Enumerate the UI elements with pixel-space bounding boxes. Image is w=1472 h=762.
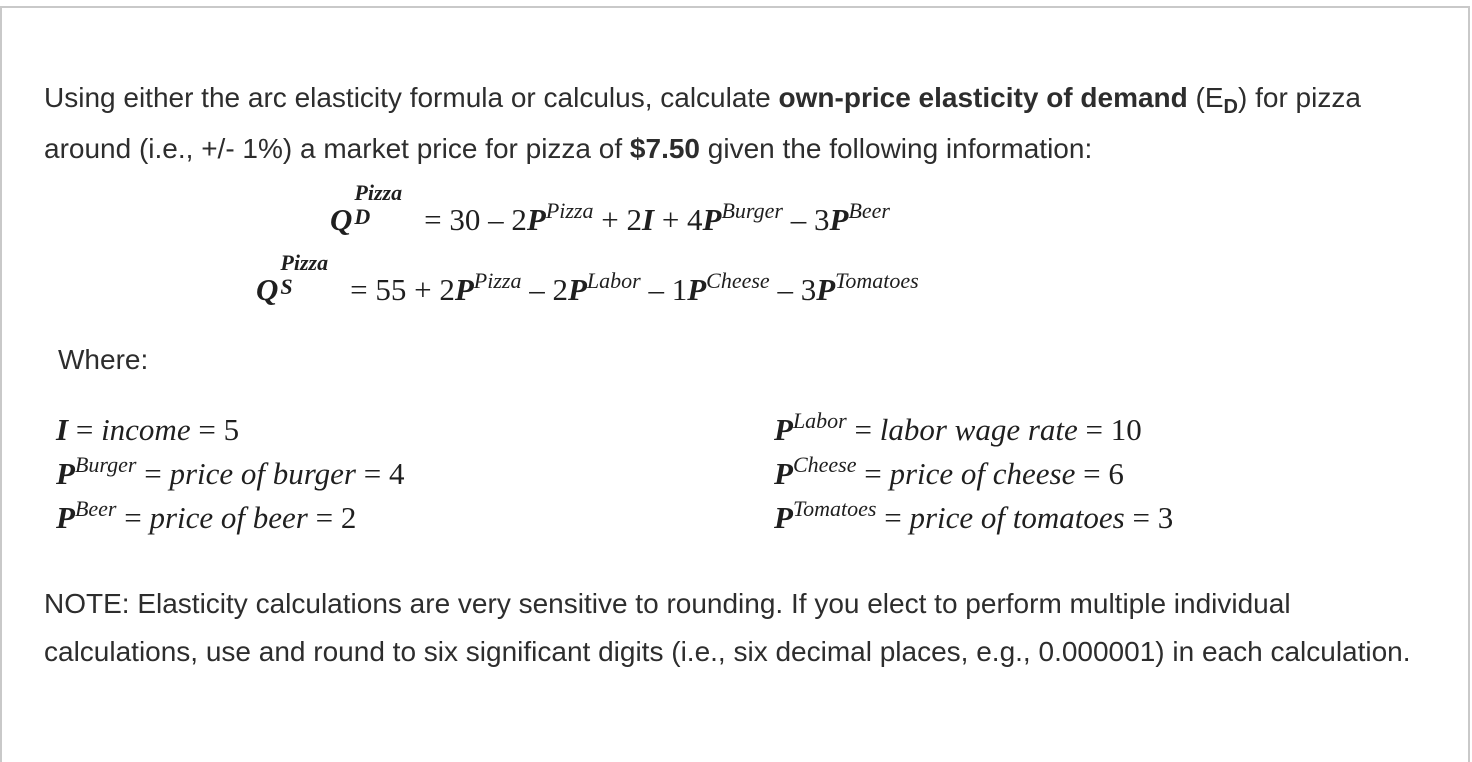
demand-equation — [330, 180, 890, 238]
eq-superscript: Burger — [721, 198, 783, 223]
def-eq: = — [136, 456, 170, 491]
def-value: = 4 — [355, 456, 405, 491]
eq-symbol: I — [641, 202, 655, 237]
eq-text: – 1 — [640, 272, 688, 307]
def-eq: = — [856, 456, 890, 491]
def-symbol: P — [774, 456, 793, 491]
definition-cheese — [774, 452, 1124, 492]
eq-superscript: Tomatoes — [835, 268, 919, 293]
eq-subscript: D — [354, 204, 371, 229]
definition-burger — [56, 452, 405, 492]
definition-beer — [56, 496, 357, 536]
rounding-note: NOTE: Elasticity calculations are very sensitive to rounding. If you elect to perform multiple individual calculations, use and round to six significant digits (i.e., six decimal places, e.g., 0.000001) in each calculation. — [44, 588, 1411, 667]
def-desc: price of cheese — [889, 456, 1076, 491]
eq-symbol: Q — [256, 272, 279, 307]
intro-subscript: D — [1223, 96, 1238, 118]
def-desc: price of tomatoes — [909, 500, 1125, 535]
supply-equation — [256, 250, 919, 308]
eq-text: + 2 — [593, 202, 642, 237]
eq-superscript: Pizza — [280, 250, 329, 275]
definition-income — [56, 412, 239, 448]
def-desc: labor wage rate — [879, 412, 1078, 447]
eq-subscript: S — [280, 274, 293, 299]
def-desc: price of burger — [169, 456, 356, 491]
intro-bold-term: own-price elasticity of demand — [778, 82, 1188, 113]
eq-superscript: Pizza — [545, 198, 594, 223]
def-symbol: I — [56, 412, 69, 447]
def-desc: price of beer — [149, 500, 308, 535]
where-label: Where: — [58, 344, 149, 375]
eq-symbol: P — [829, 202, 849, 237]
def-value: = 2 — [307, 500, 357, 535]
eq-text: – 3 — [783, 202, 830, 237]
intro-text: given the following information: — [700, 133, 1093, 164]
eq-symbol: Q — [330, 202, 353, 237]
def-superscript: Tomatoes — [792, 496, 877, 521]
question-intro — [44, 74, 1444, 173]
def-superscript: Cheese — [792, 452, 857, 477]
def-symbol: P — [774, 412, 793, 447]
def-desc: income — [101, 412, 191, 447]
eq-symbol: P — [816, 272, 836, 307]
def-value: = 6 — [1075, 456, 1124, 491]
def-eq: = — [116, 500, 150, 535]
def-value: = 3 — [1124, 500, 1174, 535]
def-symbol: P — [774, 500, 793, 535]
eq-text: = 30 – 2 — [416, 202, 527, 237]
def-eq: = — [68, 412, 102, 447]
def-symbol: P — [56, 500, 75, 535]
def-superscript: Labor — [792, 408, 847, 433]
def-eq: = — [846, 412, 880, 447]
eq-symbol: P — [454, 272, 474, 307]
eq-symbol: P — [567, 272, 587, 307]
def-superscript: Burger — [74, 452, 137, 477]
definition-labor — [774, 408, 1142, 448]
eq-symbol: P — [526, 202, 546, 237]
eq-superscript: Pizza — [354, 180, 403, 205]
eq-superscript: Cheese — [706, 268, 770, 293]
eq-text: + 4 — [654, 202, 703, 237]
def-value: = 10 — [1077, 412, 1142, 447]
def-eq: = — [876, 500, 910, 535]
intro-text: (E — [1187, 82, 1224, 113]
eq-superscript: Beer — [848, 198, 890, 223]
eq-superscript: Labor — [586, 268, 641, 293]
eq-text: – 3 — [769, 272, 817, 307]
eq-text: = 55 + 2 — [342, 272, 455, 307]
intro-text: Using either the arc elasticity formula or calculus, calculate — [44, 82, 779, 113]
eq-symbol: P — [687, 272, 707, 307]
def-superscript: Beer — [74, 496, 117, 521]
def-symbol: P — [56, 456, 75, 491]
intro-price: $7.50 — [629, 133, 700, 164]
question-panel — [0, 6, 1470, 762]
def-value: = 5 — [190, 412, 240, 447]
intro-text: ) for pizza around (i.e., +/- 1%) a market price for pizza of — [44, 82, 1361, 164]
eq-superscript: Pizza — [473, 268, 522, 293]
definition-tomatoes — [774, 496, 1174, 536]
eq-symbol: P — [702, 202, 722, 237]
eq-text: – 2 — [521, 272, 568, 307]
